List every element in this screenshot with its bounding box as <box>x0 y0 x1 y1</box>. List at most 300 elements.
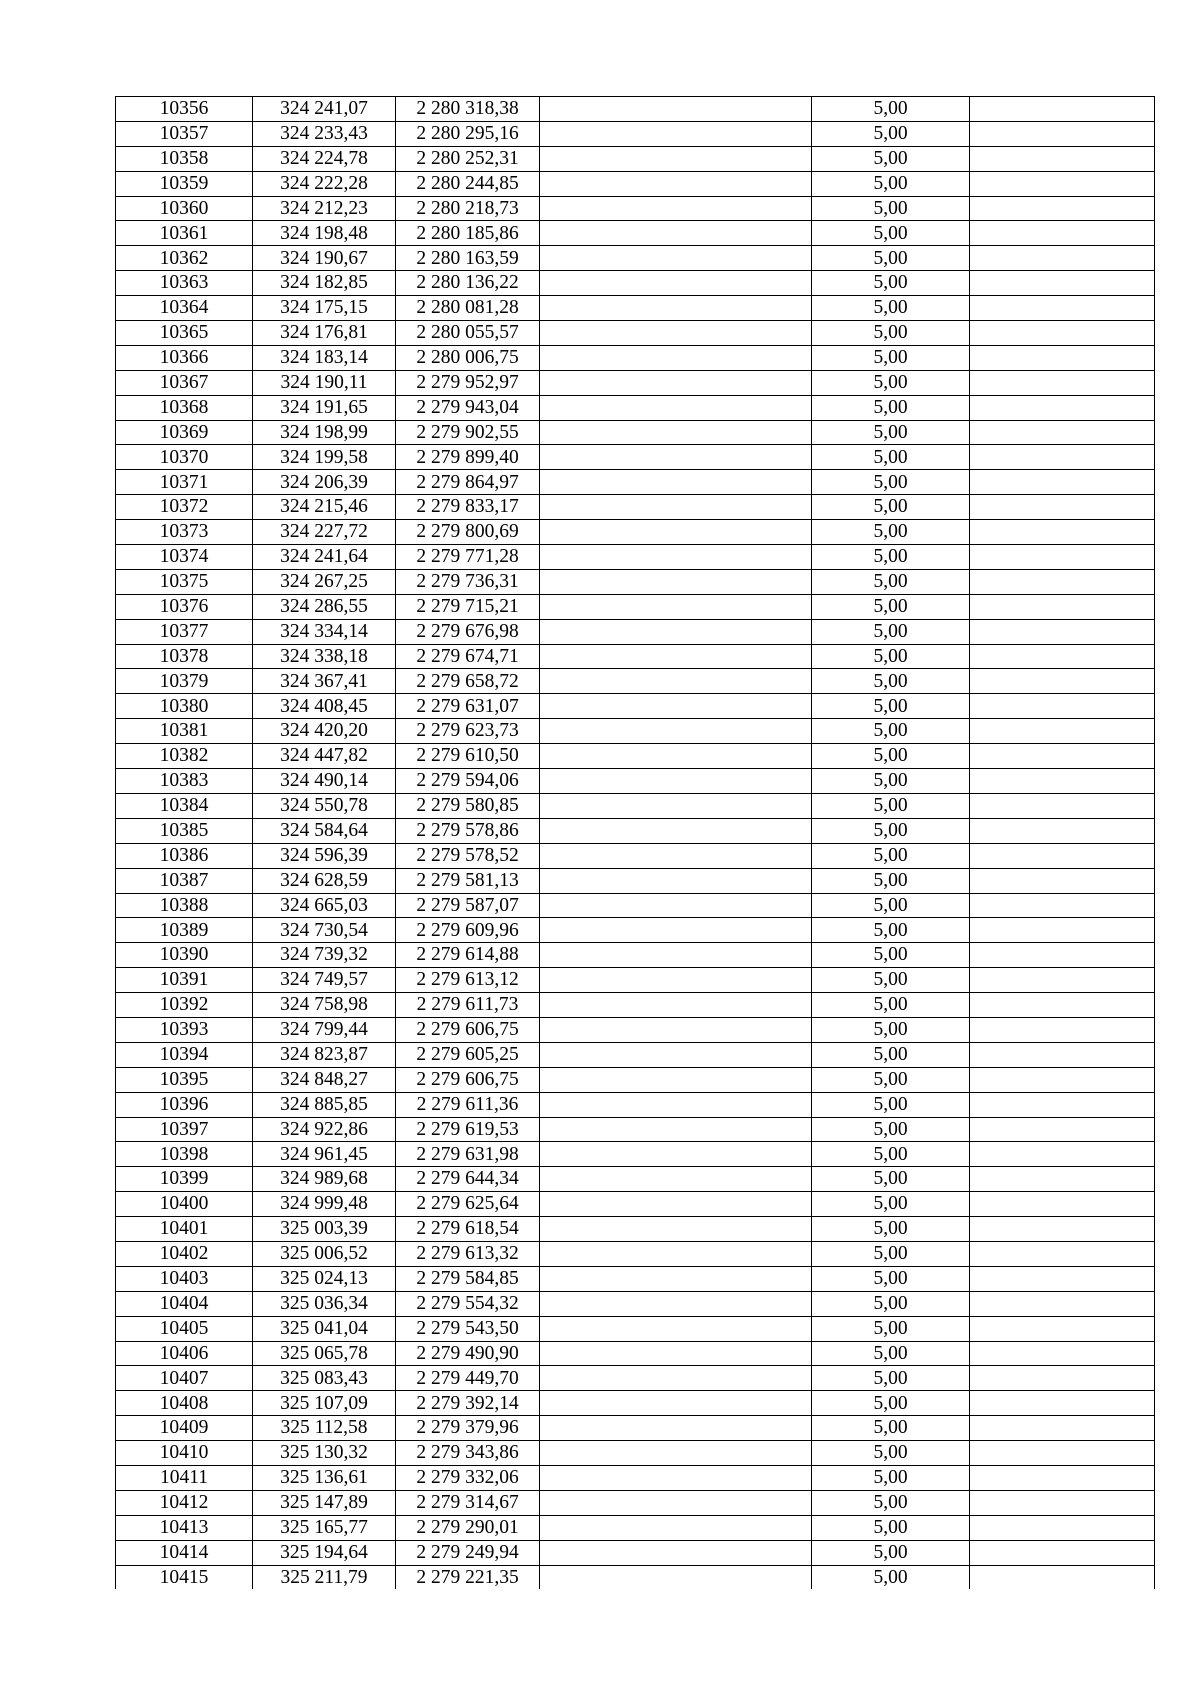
empty-cell <box>970 97 1155 122</box>
table-row <box>116 1142 1155 1167</box>
y-coordinate-cell: 2 280 244,85 <box>396 171 540 196</box>
distance-cell: 5,00 <box>812 1017 970 1042</box>
y-coordinate-cell: 2 280 252,31 <box>396 146 540 171</box>
y-coordinate-cell: 2 280 055,57 <box>396 321 540 346</box>
point-number-cell: 10392 <box>116 993 253 1018</box>
empty-cell <box>540 146 812 171</box>
y-coordinate-cell: 2 279 584,85 <box>396 1266 540 1291</box>
y-coordinate-cell: 2 279 606,75 <box>396 1017 540 1042</box>
point-number-cell: 10381 <box>116 719 253 744</box>
distance-cell: 5,00 <box>812 943 970 968</box>
point-number-cell: 10385 <box>116 818 253 843</box>
distance-cell: 5,00 <box>812 1490 970 1515</box>
distance-cell: 5,00 <box>812 545 970 570</box>
distance-cell: 5,00 <box>812 1067 970 1092</box>
y-coordinate-cell: 2 279 611,73 <box>396 993 540 1018</box>
point-number-cell: 10397 <box>116 1117 253 1142</box>
empty-cell <box>540 694 812 719</box>
empty-cell <box>540 121 812 146</box>
empty-cell <box>970 395 1155 420</box>
y-coordinate-cell: 2 279 613,32 <box>396 1241 540 1266</box>
empty-cell <box>540 793 812 818</box>
distance-cell: 5,00 <box>812 271 970 296</box>
empty-cell <box>970 1291 1155 1316</box>
y-coordinate-cell: 2 279 343,86 <box>396 1441 540 1466</box>
point-number-cell: 10399 <box>116 1167 253 1192</box>
distance-cell: 5,00 <box>812 1167 970 1192</box>
point-number-cell: 10412 <box>116 1490 253 1515</box>
point-number-cell: 10374 <box>116 545 253 570</box>
distance-cell: 5,00 <box>812 818 970 843</box>
table-row <box>116 1017 1155 1042</box>
empty-cell <box>970 221 1155 246</box>
distance-cell: 5,00 <box>812 171 970 196</box>
table-row <box>116 644 1155 669</box>
table-row <box>116 1465 1155 1490</box>
table-row <box>116 868 1155 893</box>
y-coordinate-cell: 2 279 864,97 <box>396 470 540 495</box>
empty-cell <box>540 1042 812 1067</box>
y-coordinate-cell: 2 279 249,94 <box>396 1540 540 1565</box>
empty-cell <box>540 1017 812 1042</box>
y-coordinate-cell: 2 279 771,28 <box>396 545 540 570</box>
point-number-cell: 10404 <box>116 1291 253 1316</box>
empty-cell <box>540 171 812 196</box>
empty-cell <box>540 97 812 122</box>
distance-cell: 5,00 <box>812 793 970 818</box>
table-row <box>116 121 1155 146</box>
empty-cell <box>540 569 812 594</box>
empty-cell <box>970 1167 1155 1192</box>
x-coordinate-cell: 324 183,14 <box>253 345 396 370</box>
empty-cell <box>540 719 812 744</box>
empty-cell <box>540 296 812 321</box>
empty-cell <box>970 644 1155 669</box>
empty-cell <box>970 121 1155 146</box>
point-number-cell: 10398 <box>116 1142 253 1167</box>
y-coordinate-cell: 2 280 318,38 <box>396 97 540 122</box>
empty-cell <box>970 569 1155 594</box>
empty-cell <box>540 470 812 495</box>
y-coordinate-cell: 2 279 578,52 <box>396 843 540 868</box>
y-coordinate-cell: 2 279 619,53 <box>396 1117 540 1142</box>
distance-cell: 5,00 <box>812 993 970 1018</box>
y-coordinate-cell: 2 279 631,98 <box>396 1142 540 1167</box>
empty-cell <box>540 1366 812 1391</box>
table-row <box>116 1291 1155 1316</box>
empty-cell <box>970 495 1155 520</box>
point-number-cell: 10410 <box>116 1441 253 1466</box>
table-row <box>116 196 1155 221</box>
y-coordinate-cell: 2 279 449,70 <box>396 1366 540 1391</box>
y-coordinate-cell: 2 280 136,22 <box>396 271 540 296</box>
y-coordinate-cell: 2 279 609,96 <box>396 918 540 943</box>
point-number-cell: 10405 <box>116 1316 253 1341</box>
distance-cell: 5,00 <box>812 420 970 445</box>
table-row <box>116 1067 1155 1092</box>
table-row <box>116 843 1155 868</box>
empty-cell <box>540 619 812 644</box>
y-coordinate-cell: 2 279 943,04 <box>396 395 540 420</box>
distance-cell: 5,00 <box>812 1241 970 1266</box>
point-number-cell: 10365 <box>116 321 253 346</box>
distance-cell: 5,00 <box>812 296 970 321</box>
distance-cell: 5,00 <box>812 868 970 893</box>
distance-cell: 5,00 <box>812 1391 970 1416</box>
empty-cell <box>970 943 1155 968</box>
empty-cell <box>970 719 1155 744</box>
y-coordinate-cell: 2 280 163,59 <box>396 246 540 271</box>
point-number-cell: 10408 <box>116 1391 253 1416</box>
x-coordinate-cell: 325 165,77 <box>253 1515 396 1540</box>
distance-cell: 5,00 <box>812 321 970 346</box>
x-coordinate-cell: 325 130,32 <box>253 1441 396 1466</box>
table-row <box>116 470 1155 495</box>
distance-cell: 5,00 <box>812 370 970 395</box>
x-coordinate-cell: 324 198,48 <box>253 221 396 246</box>
y-coordinate-cell: 2 279 613,12 <box>396 968 540 993</box>
distance-cell: 5,00 <box>812 719 970 744</box>
y-coordinate-cell: 2 279 290,01 <box>396 1515 540 1540</box>
x-coordinate-cell: 324 490,14 <box>253 769 396 794</box>
y-coordinate-cell: 2 279 221,35 <box>396 1565 540 1589</box>
x-coordinate-cell: 324 739,32 <box>253 943 396 968</box>
empty-cell <box>970 1067 1155 1092</box>
point-number-cell: 10414 <box>116 1540 253 1565</box>
x-coordinate-cell: 324 224,78 <box>253 146 396 171</box>
point-number-cell: 10391 <box>116 968 253 993</box>
point-number-cell: 10359 <box>116 171 253 196</box>
point-number-cell: 10387 <box>116 868 253 893</box>
x-coordinate-cell: 325 041,04 <box>253 1316 396 1341</box>
empty-cell <box>970 769 1155 794</box>
table-row <box>116 271 1155 296</box>
distance-cell: 5,00 <box>812 569 970 594</box>
empty-cell <box>970 1042 1155 1067</box>
empty-cell <box>540 1142 812 1167</box>
empty-cell <box>970 1391 1155 1416</box>
coordinates-table-body <box>116 97 1155 1590</box>
distance-cell: 5,00 <box>812 1441 970 1466</box>
point-number-cell: 10358 <box>116 146 253 171</box>
table-row <box>116 246 1155 271</box>
point-number-cell: 10373 <box>116 520 253 545</box>
point-number-cell: 10389 <box>116 918 253 943</box>
empty-cell <box>540 1341 812 1366</box>
point-number-cell: 10361 <box>116 221 253 246</box>
empty-cell <box>540 843 812 868</box>
table-row <box>116 1042 1155 1067</box>
empty-cell <box>970 1416 1155 1441</box>
table-row <box>116 345 1155 370</box>
x-coordinate-cell: 324 749,57 <box>253 968 396 993</box>
x-coordinate-cell: 324 198,99 <box>253 420 396 445</box>
table-row <box>116 619 1155 644</box>
table-row <box>116 694 1155 719</box>
x-coordinate-cell: 325 194,64 <box>253 1540 396 1565</box>
x-coordinate-cell: 324 190,67 <box>253 246 396 271</box>
distance-cell: 5,00 <box>812 918 970 943</box>
empty-cell <box>970 1565 1155 1589</box>
x-coordinate-cell: 324 596,39 <box>253 843 396 868</box>
x-coordinate-cell: 324 176,81 <box>253 321 396 346</box>
empty-cell <box>970 470 1155 495</box>
point-number-cell: 10366 <box>116 345 253 370</box>
empty-cell <box>970 520 1155 545</box>
point-number-cell: 10415 <box>116 1565 253 1589</box>
point-number-cell: 10406 <box>116 1341 253 1366</box>
x-coordinate-cell: 324 241,07 <box>253 97 396 122</box>
empty-cell <box>540 1490 812 1515</box>
table-row <box>116 520 1155 545</box>
table-row <box>116 569 1155 594</box>
distance-cell: 5,00 <box>812 395 970 420</box>
table-row <box>116 370 1155 395</box>
table-row <box>116 968 1155 993</box>
x-coordinate-cell: 325 136,61 <box>253 1465 396 1490</box>
empty-cell <box>970 1241 1155 1266</box>
x-coordinate-cell: 324 233,43 <box>253 121 396 146</box>
table-row <box>116 545 1155 570</box>
y-coordinate-cell: 2 279 580,85 <box>396 793 540 818</box>
table-row <box>116 769 1155 794</box>
point-number-cell: 10372 <box>116 495 253 520</box>
empty-cell <box>540 420 812 445</box>
empty-cell <box>970 1515 1155 1540</box>
empty-cell <box>540 271 812 296</box>
y-coordinate-cell: 2 279 674,71 <box>396 644 540 669</box>
table-row <box>116 445 1155 470</box>
distance-cell: 5,00 <box>812 1515 970 1540</box>
point-number-cell: 10400 <box>116 1192 253 1217</box>
y-coordinate-cell: 2 279 676,98 <box>396 619 540 644</box>
distance-cell: 5,00 <box>812 694 970 719</box>
distance-cell: 5,00 <box>812 495 970 520</box>
point-number-cell: 10386 <box>116 843 253 868</box>
x-coordinate-cell: 324 823,87 <box>253 1042 396 1067</box>
x-coordinate-cell: 324 665,03 <box>253 893 396 918</box>
y-coordinate-cell: 2 280 081,28 <box>396 296 540 321</box>
y-coordinate-cell: 2 279 543,50 <box>396 1316 540 1341</box>
table-row <box>116 1441 1155 1466</box>
point-number-cell: 10357 <box>116 121 253 146</box>
empty-cell <box>540 1540 812 1565</box>
empty-cell <box>540 1316 812 1341</box>
empty-cell <box>970 196 1155 221</box>
distance-cell: 5,00 <box>812 1540 970 1565</box>
y-coordinate-cell: 2 279 658,72 <box>396 669 540 694</box>
point-number-cell: 10411 <box>116 1465 253 1490</box>
empty-cell <box>970 1192 1155 1217</box>
empty-cell <box>540 968 812 993</box>
empty-cell <box>540 1565 812 1589</box>
empty-cell <box>970 843 1155 868</box>
y-coordinate-cell: 2 280 218,73 <box>396 196 540 221</box>
y-coordinate-cell: 2 279 392,14 <box>396 1391 540 1416</box>
table-row <box>116 1391 1155 1416</box>
point-number-cell: 10393 <box>116 1017 253 1042</box>
x-coordinate-cell: 324 199,58 <box>253 445 396 470</box>
point-number-cell: 10380 <box>116 694 253 719</box>
empty-cell <box>970 1017 1155 1042</box>
point-number-cell: 10368 <box>116 395 253 420</box>
table-row <box>116 395 1155 420</box>
y-coordinate-cell: 2 279 587,07 <box>396 893 540 918</box>
distance-cell: 5,00 <box>812 1416 970 1441</box>
x-coordinate-cell: 324 628,59 <box>253 868 396 893</box>
x-coordinate-cell: 324 206,39 <box>253 470 396 495</box>
empty-cell <box>540 345 812 370</box>
distance-cell: 5,00 <box>812 1142 970 1167</box>
empty-cell <box>540 868 812 893</box>
point-number-cell: 10388 <box>116 893 253 918</box>
x-coordinate-cell: 324 420,20 <box>253 719 396 744</box>
x-coordinate-cell: 324 338,18 <box>253 644 396 669</box>
empty-cell <box>970 818 1155 843</box>
distance-cell: 5,00 <box>812 246 970 271</box>
table-row <box>116 146 1155 171</box>
distance-cell: 5,00 <box>812 345 970 370</box>
table-row <box>116 1241 1155 1266</box>
x-coordinate-cell: 324 885,85 <box>253 1092 396 1117</box>
table-row <box>116 296 1155 321</box>
y-coordinate-cell: 2 279 606,75 <box>396 1067 540 1092</box>
point-number-cell: 10402 <box>116 1241 253 1266</box>
y-coordinate-cell: 2 279 611,36 <box>396 1092 540 1117</box>
empty-cell <box>540 1515 812 1540</box>
empty-cell <box>540 943 812 968</box>
x-coordinate-cell: 324 212,23 <box>253 196 396 221</box>
empty-cell <box>540 246 812 271</box>
distance-cell: 5,00 <box>812 520 970 545</box>
empty-cell <box>970 1217 1155 1242</box>
table-row <box>116 1490 1155 1515</box>
empty-cell <box>540 321 812 346</box>
point-number-cell: 10382 <box>116 744 253 769</box>
y-coordinate-cell: 2 279 952,97 <box>396 370 540 395</box>
distance-cell: 5,00 <box>812 769 970 794</box>
table-row <box>116 793 1155 818</box>
x-coordinate-cell: 324 730,54 <box>253 918 396 943</box>
empty-cell <box>540 1266 812 1291</box>
empty-cell <box>970 918 1155 943</box>
empty-cell <box>970 744 1155 769</box>
empty-cell <box>540 445 812 470</box>
x-coordinate-cell: 324 175,15 <box>253 296 396 321</box>
y-coordinate-cell: 2 279 644,34 <box>396 1167 540 1192</box>
table-row <box>116 893 1155 918</box>
empty-cell <box>970 246 1155 271</box>
x-coordinate-cell: 324 222,28 <box>253 171 396 196</box>
empty-cell <box>970 370 1155 395</box>
empty-cell <box>540 993 812 1018</box>
distance-cell: 5,00 <box>812 968 970 993</box>
empty-cell <box>540 1167 812 1192</box>
distance-cell: 5,00 <box>812 1565 970 1589</box>
point-number-cell: 10395 <box>116 1067 253 1092</box>
point-number-cell: 10363 <box>116 271 253 296</box>
table-row <box>116 993 1155 1018</box>
empty-cell <box>540 395 812 420</box>
point-number-cell: 10360 <box>116 196 253 221</box>
table-row <box>116 1515 1155 1540</box>
x-coordinate-cell: 324 408,45 <box>253 694 396 719</box>
empty-cell <box>540 1416 812 1441</box>
x-coordinate-cell: 325 003,39 <box>253 1217 396 1242</box>
distance-cell: 5,00 <box>812 1291 970 1316</box>
y-coordinate-cell: 2 279 625,64 <box>396 1192 540 1217</box>
x-coordinate-cell: 324 191,65 <box>253 395 396 420</box>
empty-cell <box>970 420 1155 445</box>
y-coordinate-cell: 2 280 006,75 <box>396 345 540 370</box>
table-row <box>116 719 1155 744</box>
empty-cell <box>540 818 812 843</box>
empty-cell <box>970 868 1155 893</box>
y-coordinate-cell: 2 279 715,21 <box>396 594 540 619</box>
empty-cell <box>970 1316 1155 1341</box>
empty-cell <box>970 445 1155 470</box>
empty-cell <box>970 171 1155 196</box>
empty-cell <box>540 196 812 221</box>
x-coordinate-cell: 324 584,64 <box>253 818 396 843</box>
distance-cell: 5,00 <box>812 1192 970 1217</box>
empty-cell <box>970 1266 1155 1291</box>
table-row <box>116 1540 1155 1565</box>
y-coordinate-cell: 2 280 185,86 <box>396 221 540 246</box>
x-coordinate-cell: 324 550,78 <box>253 793 396 818</box>
x-coordinate-cell: 325 107,09 <box>253 1391 396 1416</box>
y-coordinate-cell: 2 279 899,40 <box>396 445 540 470</box>
table-row <box>116 97 1155 122</box>
y-coordinate-cell: 2 280 295,16 <box>396 121 540 146</box>
x-coordinate-cell: 325 147,89 <box>253 1490 396 1515</box>
table-row <box>116 495 1155 520</box>
empty-cell <box>970 669 1155 694</box>
y-coordinate-cell: 2 279 614,88 <box>396 943 540 968</box>
empty-cell <box>540 1117 812 1142</box>
y-coordinate-cell: 2 279 610,50 <box>396 744 540 769</box>
distance-cell: 5,00 <box>812 619 970 644</box>
empty-cell <box>970 146 1155 171</box>
table-row <box>116 1117 1155 1142</box>
empty-cell <box>540 744 812 769</box>
empty-cell <box>970 1092 1155 1117</box>
empty-cell <box>970 1490 1155 1515</box>
empty-cell <box>970 345 1155 370</box>
distance-cell: 5,00 <box>812 893 970 918</box>
point-number-cell: 10409 <box>116 1416 253 1441</box>
point-number-cell: 10367 <box>116 370 253 395</box>
empty-cell <box>970 694 1155 719</box>
table-row <box>116 1167 1155 1192</box>
x-coordinate-cell: 324 267,25 <box>253 569 396 594</box>
x-coordinate-cell: 325 112,58 <box>253 1416 396 1441</box>
x-coordinate-cell: 324 367,41 <box>253 669 396 694</box>
x-coordinate-cell: 324 182,85 <box>253 271 396 296</box>
point-number-cell: 10356 <box>116 97 253 122</box>
point-number-cell: 10364 <box>116 296 253 321</box>
table-row <box>116 1266 1155 1291</box>
empty-cell <box>970 1366 1155 1391</box>
y-coordinate-cell: 2 279 605,25 <box>396 1042 540 1067</box>
empty-cell <box>970 1117 1155 1142</box>
distance-cell: 5,00 <box>812 644 970 669</box>
empty-cell <box>970 893 1155 918</box>
point-number-cell: 10413 <box>116 1515 253 1540</box>
x-coordinate-cell: 324 961,45 <box>253 1142 396 1167</box>
empty-cell <box>540 918 812 943</box>
point-number-cell: 10370 <box>116 445 253 470</box>
